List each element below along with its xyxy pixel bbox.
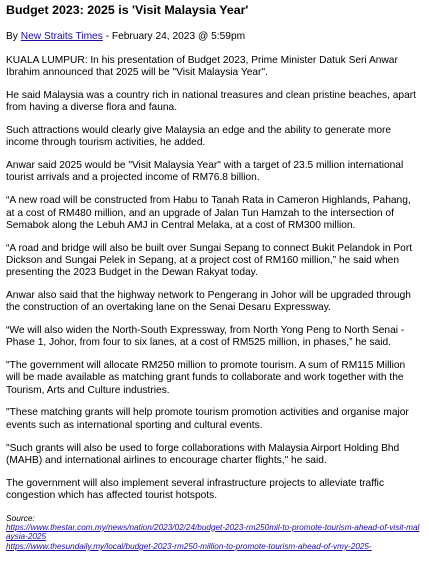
article-paragraph: Such attractions would clearly give Malaysia an edge and the ability to generate more income through tourism activities, he added. bbox=[6, 125, 392, 149]
article-paragraph: "The government will allocate RM250 million to promote tourism. A sum of RM115 Million will be made available as matching grant funds to collaborate and work together with the Tourism, Arts and Culture industries. bbox=[6, 360, 406, 396]
article-paragraph: “We will also widen the North-South Expressway, from North Yong Peng to North Senai - Phase 1, Johor, from four to six lanes, at a cost of RM525 million, in phases,” he said. bbox=[6, 325, 405, 349]
article-paragraph: “A road and bridge will also be built over Sungai Sepang to connect Bukit Pelandok in Port Dickson and Sungai Pelek in Sepang, at a project cost of RM160 million,” he said when presenting the 2023 Budget in the Dewan Rakyat today. bbox=[6, 242, 413, 279]
article-paragraph: Anwar said 2025 would be "Visit Malaysia Year" with a target of 23.5 million international tourist arrivals and a projected income of RM76.8 billion. bbox=[6, 160, 404, 184]
source-link[interactable]: https://www.thestar.com.my/news/nation/2023/02/24/budget-2023-rm250mil-to-promote-tourism-ahead-of-visit-malaysia-2025 bbox=[6, 522, 420, 542]
article-paragraph: The government will also implement several infrastructure projects to alleviate traffic congestion which has affected tourist hotspots. bbox=[6, 477, 385, 501]
byline-prefix: By bbox=[6, 31, 18, 42]
article-paragraph: "Such grants will also be used to forge collaborations with Malaysia Airport Holding Bhd (MAHB) and international airlines to encourage charter flights," he said. bbox=[6, 442, 400, 466]
sources-section bbox=[6, 513, 420, 552]
byline-date: - February 24, 2023 @ 5:59pm bbox=[102, 31, 246, 42]
article-title: Budget 2023: 2025 is 'Visit Malaysia Year' bbox=[6, 3, 249, 17]
article-page bbox=[6, 3, 420, 552]
article-byline bbox=[6, 31, 420, 43]
source-link[interactable]: https://www.thesundaily.my/local/budget-2023-rm250-million-to-promote-tourism-ahead-of-vmy-2025- bbox=[6, 541, 372, 551]
article-paragraph: "These matching grants will help promote tourism promotion activities and organise major events such as international sporting and cultural events. bbox=[6, 407, 409, 431]
article-paragraph: Anwar also said that the highway network to Pengerang in Johor will be upgraded through the construction of an overtaking lane on the Senai Desaru Expressway. bbox=[6, 289, 411, 314]
sources-label: Source: bbox=[6, 512, 35, 523]
article-paragraph: “A new road will be constructed from Habu to Tanah Rata in Cameron Highlands, Pahang, at a cost of RM480 million, and an upgrade of Jalan Tun Hamzah to the intersection of Semabok along the Lebuh AMJ in Central Melaka, at a cost of RM300 million. bbox=[6, 195, 411, 231]
article-paragraph: KUALA LUMPUR: In his presentation of Budget 2023, Prime Minister Datuk Seri Anwar Ibrahim announced that 2025 will be "Visit Malaysia Year". bbox=[6, 55, 398, 79]
author-link[interactable]: New Straits Times bbox=[20, 31, 103, 42]
article-body bbox=[6, 55, 420, 502]
article-paragraph: He said Malaysia was a country rich in national treasures and clean pristine beaches, apart from having a diverse flora and fauna. bbox=[6, 90, 416, 114]
